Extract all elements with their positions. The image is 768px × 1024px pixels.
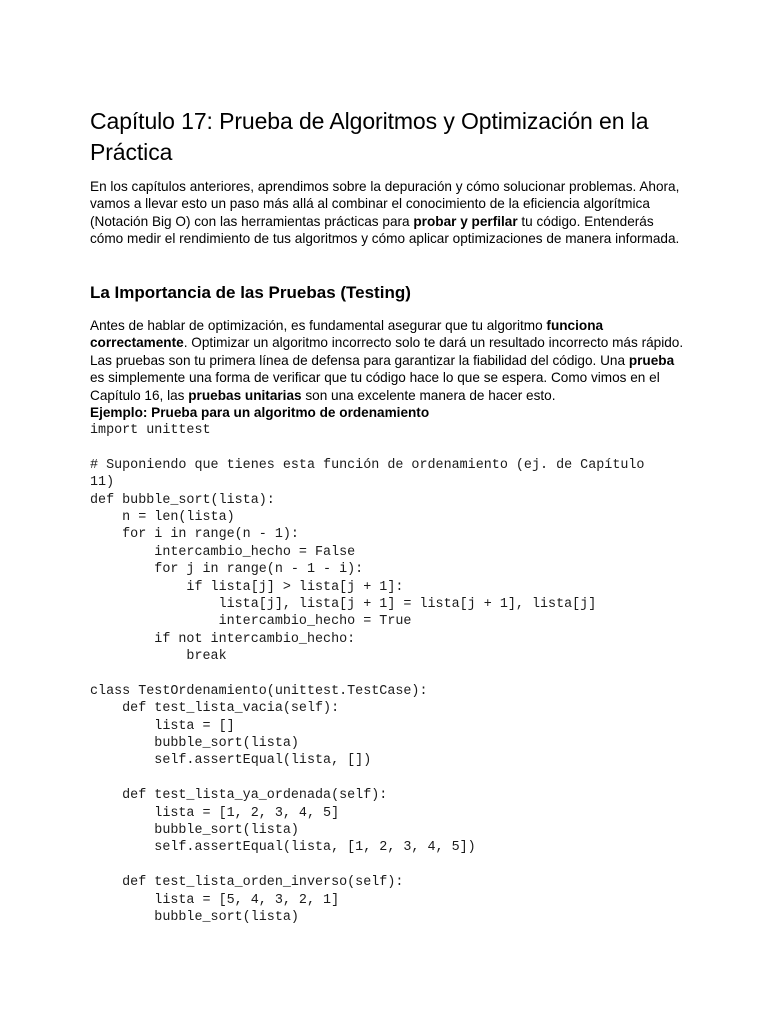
code-line bbox=[90, 857, 690, 874]
example-title: Ejemplo: Prueba para un algoritmo de ordenamiento bbox=[90, 405, 430, 420]
code-line: break bbox=[90, 649, 227, 665]
code-line: if not intercambio_hecho: bbox=[90, 631, 356, 647]
code-line: class TestOrdenamiento(unittest.TestCase): bbox=[90, 683, 428, 699]
code-line: bubble_sort(lista) bbox=[90, 909, 299, 925]
code-line: n = len(lista) bbox=[90, 509, 235, 525]
section-title: La Importancia de las Pruebas (Testing) bbox=[90, 283, 411, 302]
intro-paragraph bbox=[90, 178, 690, 248]
code-line bbox=[90, 439, 690, 456]
code-line: self.assertEqual(lista, [1, 2, 3, 4, 5]) bbox=[90, 840, 476, 856]
code-line: for i in range(n - 1): bbox=[90, 527, 299, 543]
code-line: lista = [] bbox=[90, 718, 235, 734]
code-line: import unittest bbox=[90, 423, 211, 438]
code-line: intercambio_hecho = False bbox=[90, 544, 356, 560]
code-line: lista[j], lista[j + 1] = lista[j + 1], lista[j] bbox=[90, 596, 597, 612]
testing-bold-3: pruebas unitarias bbox=[188, 387, 302, 403]
code-line: if lista[j] > lista[j + 1]: bbox=[90, 579, 404, 595]
testing-text-3: es simplemente una forma de verificar que tu código hace lo que se espera. Como vimos en el Capítulo 16, las bbox=[90, 370, 660, 403]
code-line: def test_lista_ya_ordenada(self): bbox=[90, 788, 388, 804]
code-line bbox=[90, 770, 690, 787]
code-line: lista = [5, 4, 3, 2, 1] bbox=[90, 892, 340, 908]
code-line: 11) bbox=[90, 475, 115, 491]
code-block bbox=[90, 422, 690, 926]
code-line: lista = [1, 2, 3, 4, 5] bbox=[90, 805, 340, 821]
code-line: self.assertEqual(lista, []) bbox=[90, 753, 372, 769]
testing-text-2: . Optimizar un algoritmo incorrecto solo te dará un resultado incorrecto más rápido. Las pruebas son tu primera línea de defensa para garantizar la fiabilidad del código. Una bbox=[90, 335, 684, 368]
testing-text-1: Antes de hablar de optimización, es fundamental asegurar que tu algoritmo bbox=[90, 318, 547, 333]
code-line: def test_lista_orden_inverso(self): bbox=[90, 875, 404, 891]
code-line: def bubble_sort(lista): bbox=[90, 492, 275, 508]
code-line: intercambio_hecho = True bbox=[90, 614, 412, 630]
intro-bold-1: probar y perfilar bbox=[413, 213, 518, 229]
chapter-title: Capítulo 17: Prueba de Algoritmos y Optimización en la Práctica bbox=[90, 108, 649, 165]
testing-paragraph bbox=[90, 317, 690, 404]
testing-text-4: son una excelente manera de hacer esto. bbox=[301, 387, 556, 403]
code-line bbox=[90, 665, 690, 682]
code-line: def test_lista_vacia(self): bbox=[90, 701, 340, 717]
code-line: bubble_sort(lista) bbox=[90, 736, 299, 752]
intro-text-1: En los capítulos anteriores, aprendimos sobre la depuración y cómo solucionar problemas. Ahora, vamos a llevar esto un paso más allá al combinar el conocimiento de la eficiencia algorítmica (Notación Big O) con las herramientas prácticas para bbox=[90, 179, 680, 229]
testing-bold-2: prueba bbox=[628, 352, 675, 368]
intro-text-2: tu código. Entenderás cómo medir el rendimiento de tus algoritmos y cómo aplicar optimizaciones de manera informada. bbox=[90, 213, 680, 247]
testing-bold-1: funciona correctamente bbox=[90, 318, 604, 351]
code-line: # Suponiendo que tienes esta función de ordenamiento (ej. de Capítulo bbox=[90, 457, 645, 473]
code-line: bubble_sort(lista) bbox=[90, 822, 299, 838]
code-line: for j in range(n - 1 - i): bbox=[90, 562, 364, 578]
